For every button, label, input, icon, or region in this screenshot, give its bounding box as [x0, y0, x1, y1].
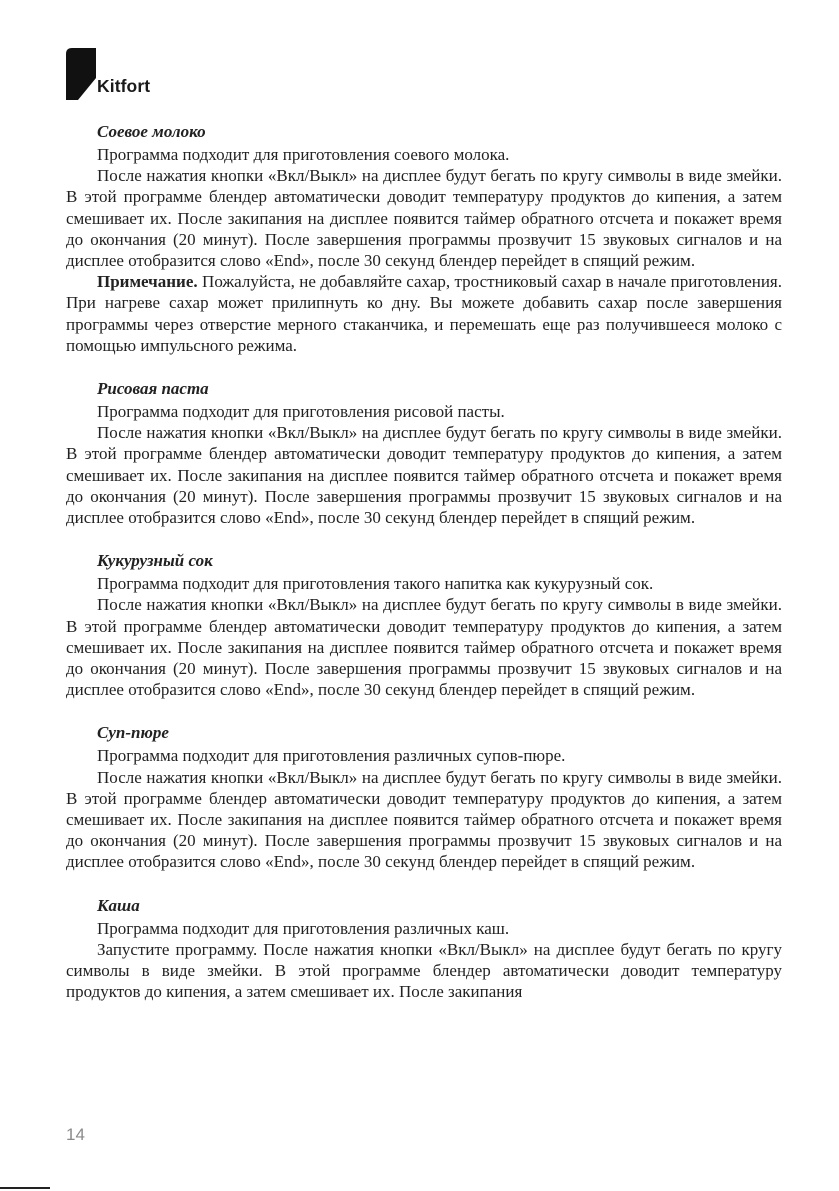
page-number: 14 — [66, 1125, 85, 1144]
paragraph: Программа подходит для приготовления различных каш. — [97, 918, 510, 938]
paragraph: После нажатия кнопки «Вкл/Выкл» на дисплее будут бегать по кругу символы в виде змейки. В этой программе блендер автоматически доводит температуру продуктов до кипения, а затем смешивает их. После закипания на дисплее появится таймер обратного отсчета и покажет время до окончания (20 минут). После завершения программы прозвучит 15 звуковых сигналов и на дисплее отобразится слово «End», после 30 секунд блендер перейдет в спящий режим. — [66, 767, 782, 872]
section-rice-paste — [66, 377, 782, 528]
paragraph: После нажатия кнопки «Вкл/Выкл» на дисплее будут бегать по кругу символы в виде змейки. В этой программе блендер автоматически доводит температуру продуктов до кипения, а затем смешивает их. После закипания на дисплее появится таймер обратного отсчета и покажет время до окончания (20 минут). После завершения программы прозвучит 15 звуковых сигналов и на дисплее отобразится слово «End», после 30 секунд блендер перейдет в спящий режим. — [66, 166, 782, 271]
paragraph: После нажатия кнопки «Вкл/Выкл» на дисплее будут бегать по кругу символы в виде змейки. В этой программе блендер автоматически доводит температуру продуктов до кипения, а затем смешивает их. После закипания на дисплее появится таймер обратного отсчета и покажет время до окончания (20 минут). После завершения программы прозвучит 15 звуковых сигналов и на дисплее отобразится слово «End», после 30 секунд блендер перейдет в спящий режим. — [66, 423, 782, 528]
paragraph: После нажатия кнопки «Вкл/Выкл» на дисплее будут бегать по кругу символы в виде змейки. В этой программе блендер автоматически доводит температуру продуктов до кипения, а затем смешивает их. После закипания на дисплее появится таймер обратного отсчета и покажет время до окончания (20 минут). После завершения программы прозвучит 15 звуковых сигналов и на дисплее отобразится слово «End», после 30 секунд блендер перейдет в спящий режим. — [66, 595, 782, 700]
brand-logo — [66, 48, 206, 104]
paragraph: Программа подходит для приготовления соевого молока. — [97, 145, 510, 164]
section-corn-juice — [66, 549, 782, 700]
page-content — [66, 120, 782, 1003]
note-paragraph — [66, 271, 782, 356]
section-heading: Каша — [97, 895, 140, 915]
section-heading: Соевое молоко — [97, 122, 206, 141]
paragraph: Запустите программу. После нажатия кнопки «Вкл/Выкл» на дисплее будут бегать по кругу символы в виде змейки. В этой программе блендер автоматически доводит температуру продуктов до кипения, а затем смешивает их. После закипания — [66, 939, 782, 1002]
bottom-rule — [0, 1187, 50, 1189]
section-soy-milk — [66, 120, 782, 356]
paragraph: Программа подходит для приготовления различных супов-пюре. — [97, 746, 566, 766]
note-label: Примечание. — [97, 272, 198, 292]
section-heading: Рисовая паста — [97, 379, 209, 399]
paragraph: Программа подходит для приготовления рисовой пасты. — [97, 402, 505, 422]
note-text: Пожалуйста, не добавляйте сахар, тростниковый сахар в начале приготовления. При нагреве сахар может прилипнуть ко дну. Вы можете добавить сахар после завершения программы через отверстие мерного стаканчика, и перемешать еще раз получившееся молоко с помощью импульсного режима. — [66, 272, 782, 355]
section-soup-puree — [66, 721, 782, 872]
paragraph: Программа подходит для приготовления такого напитка как кукурузный сок. — [97, 574, 654, 594]
brand-name: Kitfort — [97, 76, 151, 96]
section-heading: Кукурузный сок — [97, 551, 213, 571]
kitfort-mark-icon — [66, 48, 96, 100]
section-heading: Суп-пюре — [97, 723, 169, 743]
section-porridge — [66, 894, 782, 1003]
